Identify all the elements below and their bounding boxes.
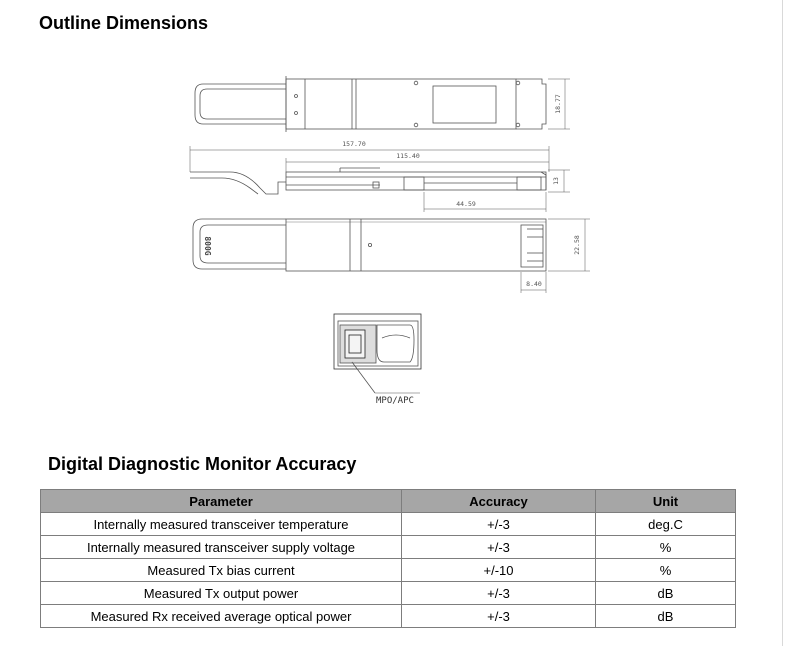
front-view: [334, 314, 421, 406]
module-label: 800G: [203, 236, 212, 256]
table-row: [41, 536, 736, 559]
height-side-label: 13: [552, 177, 560, 185]
latch-length-label: 44.59: [456, 200, 476, 208]
width-bottom-dim: [548, 219, 590, 271]
height-side-dim: [548, 170, 570, 192]
nose-length-dim: [521, 272, 546, 293]
cell-parameter: Measured Tx output power: [41, 582, 402, 605]
cell-unit: deg.C: [596, 513, 736, 536]
width-top-dim: [548, 79, 570, 129]
latch-length-dim: [424, 192, 546, 212]
table-row: [41, 559, 736, 582]
table-row: [41, 513, 736, 536]
cell-parameter: Internally measured transceiver supply voltage: [41, 536, 402, 559]
cell-accuracy: +/-10: [402, 559, 596, 582]
connector-label: MPO/APC: [376, 396, 414, 406]
outline-dimensions-heading: Outline Dimensions: [39, 13, 209, 33]
ddm-accuracy-table: [40, 489, 736, 628]
cell-parameter: Measured Rx received average optical power: [41, 605, 402, 628]
nose-length-label: 8.40: [526, 280, 542, 288]
top-view: [195, 76, 546, 132]
cell-unit: %: [596, 559, 736, 582]
side-view: [190, 168, 546, 194]
cell-parameter: Measured Tx bias current: [41, 559, 402, 582]
width-top-label: 18.77: [554, 94, 562, 114]
table-row: [41, 605, 736, 628]
total-length-dim: [190, 140, 549, 172]
table-header-row: [41, 490, 736, 513]
cell-accuracy: +/-3: [402, 536, 596, 559]
body-length-label: 115.40: [396, 152, 420, 160]
width-bottom-label: 22.58: [573, 235, 581, 255]
cell-accuracy: +/-3: [402, 605, 596, 628]
col-header-parameter: Parameter: [41, 490, 402, 513]
bottom-view: [193, 219, 546, 271]
col-header-accuracy: Accuracy: [402, 490, 596, 513]
total-length-label: 157.70: [342, 140, 366, 148]
cell-accuracy: +/-3: [402, 513, 596, 536]
cell-unit: dB: [596, 582, 736, 605]
cell-unit: %: [596, 536, 736, 559]
col-header-unit: Unit: [596, 490, 736, 513]
table-row: [41, 582, 736, 605]
cell-accuracy: +/-3: [402, 582, 596, 605]
body-length-dim: [286, 152, 549, 172]
ddm-accuracy-heading: Digital Diagnostic Monitor Accuracy: [48, 454, 357, 474]
cell-parameter: Internally measured transceiver temperature: [41, 513, 402, 536]
cell-unit: dB: [596, 605, 736, 628]
